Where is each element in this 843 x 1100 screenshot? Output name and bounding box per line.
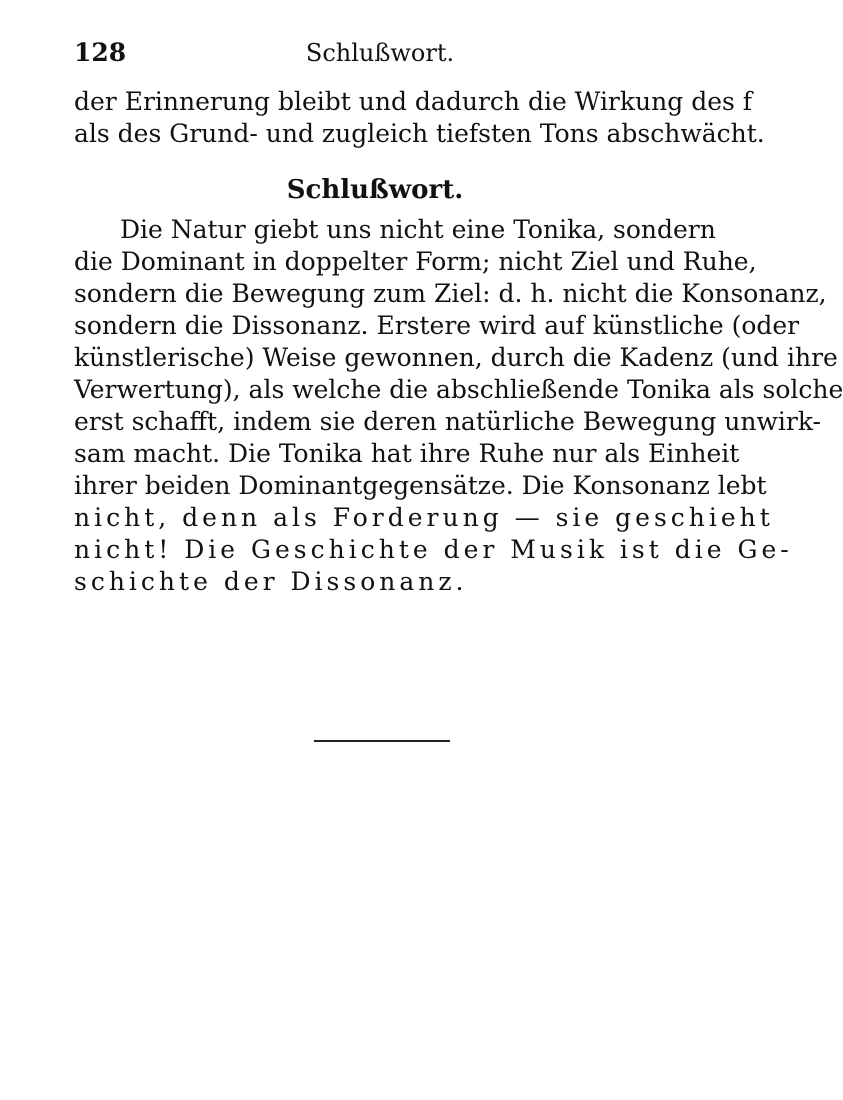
text-line: ihrer beiden Dominantgegensätze. Die Konsonanz lebt bbox=[74, 471, 767, 500]
text-line: erst schafft, indem sie deren natürliche Bewegung unwirk- bbox=[74, 407, 821, 436]
page-number: 128 bbox=[74, 38, 127, 67]
text-line: schichte der Dissonanz. bbox=[74, 567, 468, 596]
text-line: sondern die Bewegung zum Ziel: d. h. nicht die Konsonanz, bbox=[74, 279, 827, 308]
text-line: Die Natur giebt uns nicht eine Tonika, sondern bbox=[120, 215, 716, 244]
text-line: künstlerische) Weise gewonnen, durch die Kadenz (und ihre bbox=[74, 343, 838, 372]
running-head bbox=[74, 36, 686, 70]
body-paragraph bbox=[74, 214, 843, 598]
text-line: Verwertung), als welche die abschließende Tonika als solche bbox=[74, 375, 843, 404]
text-line: die Dominant in doppelter Form; nicht Ziel und Ruhe, bbox=[74, 247, 757, 276]
text-line: als des Grund- und zugleich tiefsten Tons abschwächt. bbox=[74, 119, 765, 148]
text-line: nicht, denn als Forderung — sie geschieht bbox=[74, 503, 774, 532]
text-line: sam macht. Die Tonika hat ihre Ruhe nur als Einheit bbox=[74, 439, 740, 468]
text-line: nicht! Die Geschichte der Musik ist die Ge- bbox=[74, 535, 793, 564]
section-heading: Schlußwort. bbox=[286, 175, 464, 205]
end-rule bbox=[314, 740, 450, 742]
text-line: der Erinnerung bleibt und dadurch die Wirkung des f bbox=[74, 87, 753, 116]
text-line: sondern die Dissonanz. Erstere wird auf künstliche (oder bbox=[74, 311, 800, 340]
continuation-paragraph bbox=[74, 86, 765, 150]
running-title: Schlußwort. bbox=[305, 39, 455, 67]
